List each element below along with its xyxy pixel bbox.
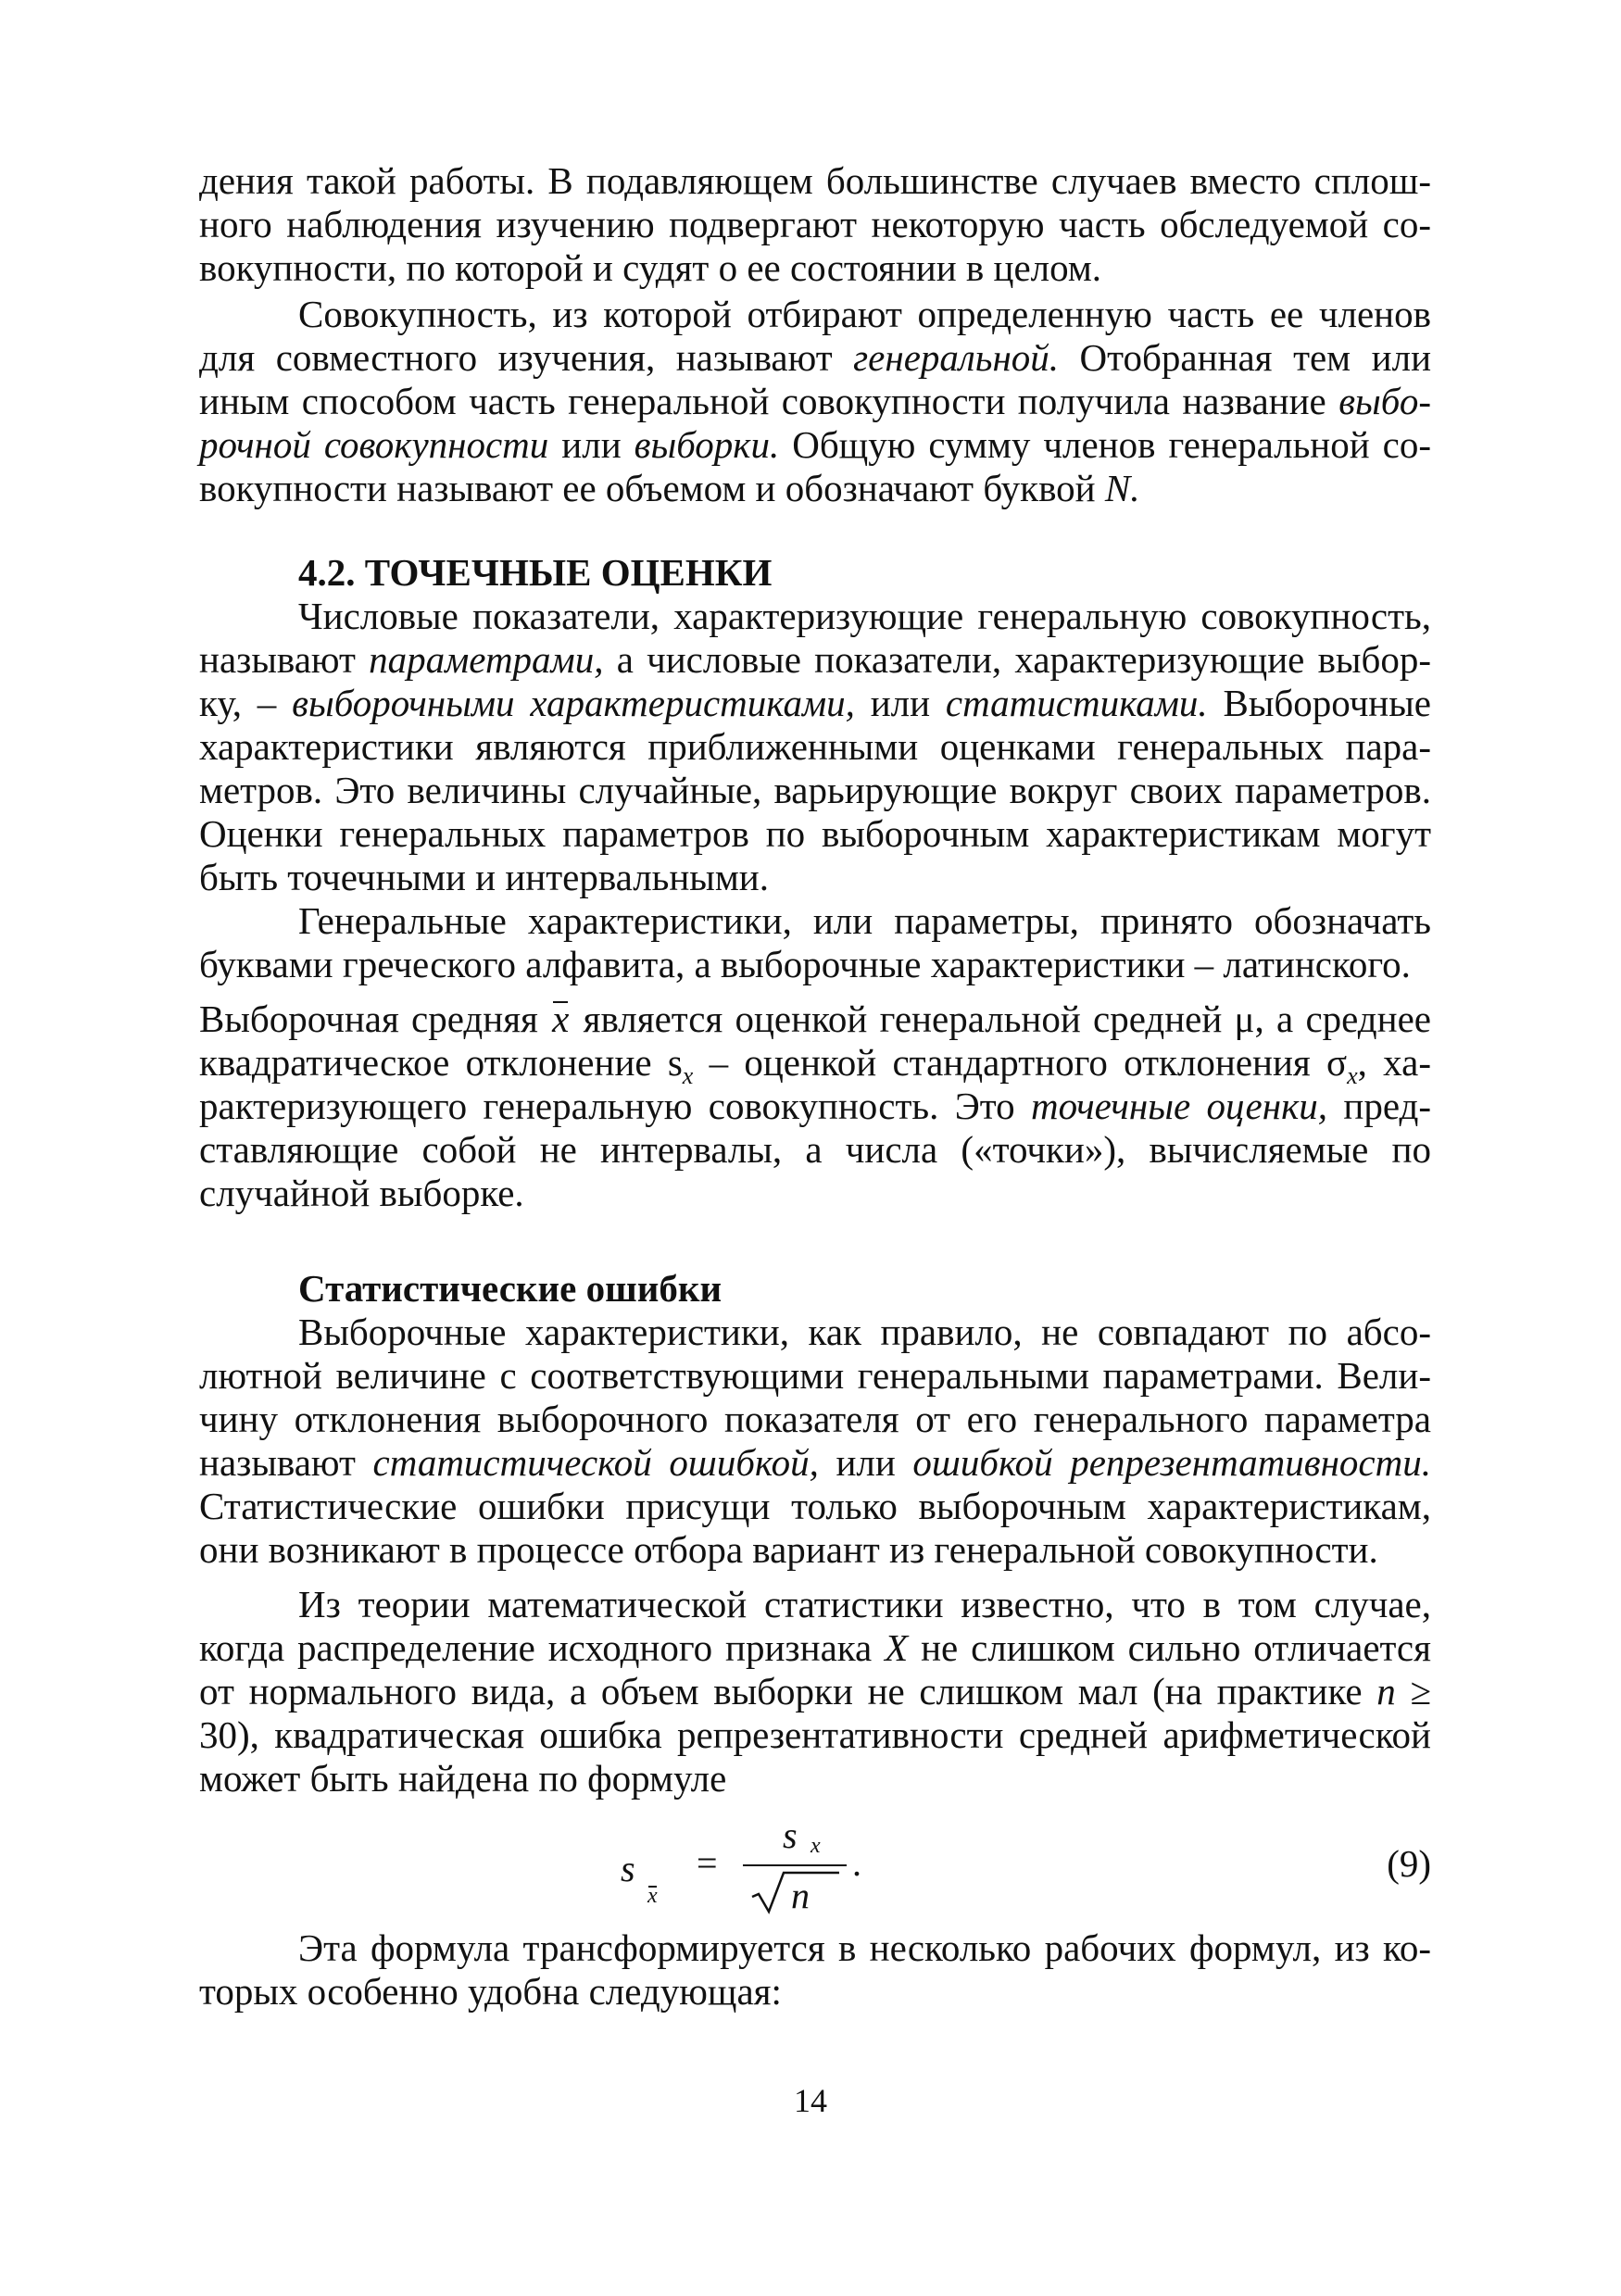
formula-lhs-subscript: x	[647, 1884, 658, 1908]
text: а числовые показатели, характеризующие выборку, –	[199, 638, 1431, 724]
sqrt-icon	[750, 1869, 843, 1915]
text: или	[818, 1441, 913, 1484]
subscript-x: x	[682, 1062, 694, 1090]
text: Общую сумму членов генеральной совокупности называют ее объемом и обозначают буквой	[199, 423, 1432, 509]
text: или	[854, 682, 946, 724]
text: Статистические ошибки присущи только выборочным характеристикам, они возникают в процессе отбора вариант из генеральной совокупности.	[199, 1485, 1431, 1571]
term-statistical-error: статистической ошибкой,	[372, 1441, 819, 1484]
fraction-bar	[743, 1864, 847, 1866]
page-number: 14	[794, 2082, 827, 2119]
text: Совокупность, из которой отбирают определенную часть ее членов для совместного изучения, называют	[199, 293, 1431, 379]
text: является оценкой генеральной средней μ, а среднее квадратическое отклонение s	[199, 997, 1432, 1084]
paragraph-2	[199, 293, 1431, 510]
term-general: генеральной.	[853, 336, 1060, 379]
text: или	[548, 423, 635, 466]
formula-denominator: n	[791, 1875, 810, 1915]
formula-number: (9)	[1387, 1842, 1431, 1885]
text: – оценкой стандартного отклонения σ	[693, 1041, 1348, 1084]
paragraph-6	[199, 1311, 1431, 1572]
text: Из теории математической статистики известно, что в том случае, когда распределение исходного признака	[199, 1583, 1431, 1669]
formula-numerator: s	[783, 1814, 798, 1856]
x-bar-symbol: x	[552, 997, 570, 1040]
text: Выборочные характеристики являются приближенными оценками генеральных параметров. Это величины случайные, варьирующие вокруг своих параметров. Оценки генеральных параметров по выборочным характеристикам могут быть точечными и интервальными.	[199, 682, 1431, 898]
term-n: N.	[1104, 467, 1140, 509]
paragraph-3	[199, 595, 1431, 899]
text: Отобранная тем или иным способом часть генеральной совокупности получила название	[199, 336, 1432, 422]
formula-9	[199, 1813, 1431, 1915]
text: Числовые показатели, характеризующие генеральную совокупность, называют	[199, 595, 1431, 681]
term-statistics: статистиками.	[945, 682, 1208, 724]
text: не слишком сильно отличается от нормального вида, а объем выборки не слишком мал (на практике	[199, 1626, 1431, 1713]
var-n: n	[1376, 1670, 1396, 1713]
formula-lhs: s	[621, 1848, 635, 1889]
paragraph-8: Эта формула трансформируется в несколько рабочих формул, из которых особенно удобна следующая:	[199, 1926, 1431, 2013]
text: представляющие собой не интервалы, а числа («точки»), вычисляемые по случайной выборке.	[199, 1085, 1431, 1214]
text: Выборочные характеристики, как правило, не совпадают по абсолютной величине с соответствующими генеральными параметрами. Величину отклонения выборочного показателя от его генерального параметра называют	[199, 1311, 1431, 1484]
page-body	[199, 159, 1431, 2014]
paragraph-1: дения такой работы. В подавляющем большинстве случаев вместо сплошного наблюдения изучению подвергают некоторую часть обследуемой совокупности, по которой и судят о ее состоянии в целом.	[199, 159, 1431, 289]
term-representativeness-error: ошибкой репрезентативности.	[912, 1441, 1431, 1484]
term-parameters: параметрами,	[369, 638, 604, 681]
section-heading: 4.2. ТОЧЕЧНЫЕ ОЦЕНКИ	[298, 551, 773, 594]
formula-numerator-subscript: x	[810, 1834, 821, 1858]
term-sample: выборки.	[634, 423, 780, 466]
subsection-heading: Статистические ошибки	[298, 1267, 723, 1310]
paragraph-5	[199, 997, 1431, 1215]
var-x: X	[885, 1626, 909, 1669]
term-sample-population: выборочной совокупности	[199, 380, 1431, 466]
formula-period: .	[852, 1842, 861, 1884]
paragraph-4: Генеральные характеристики, или параметры, принято обозначать буквами греческого алфавита, а выборочные характеристики – латинского.	[199, 899, 1431, 985]
text: ≥ 30), квадратическая ошибка репрезентативности средней арифметической может быть найдена по формуле	[199, 1670, 1431, 1800]
subscript-x: x	[1347, 1062, 1358, 1090]
term-point-estimates: точечные оценки,	[1031, 1085, 1328, 1127]
paragraph-7	[199, 1583, 1431, 1800]
text: Выборочная средняя	[199, 997, 551, 1040]
text: , характеризующего генеральную совокупность. Это	[199, 1041, 1431, 1127]
term-sample-characteristics: выборочными характеристиками,	[292, 682, 855, 724]
formula-equals: =	[697, 1842, 718, 1884]
